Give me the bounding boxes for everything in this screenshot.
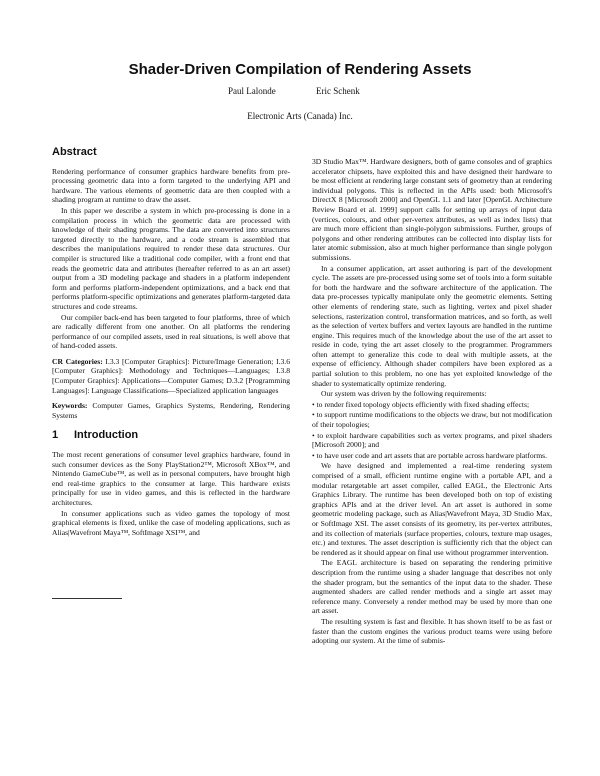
section-title: Introduction <box>74 429 139 442</box>
body-paragraph: 3D Studio Max™. Hardware designers, both of game consoles and of graphics accelerator chipsets, have exploited this and have designed their hardware to be most efficient at rendering large constant sets of geometry than at rendering individual polygons. This is reflected in the APIs used: both Microsoft's DirectX 8 [Microsoft 2000] and OpenGL 1.1 and later [OpenGL Architecture Review Board et al. 1999] support calls for setting up arrays of input data (vertices, colours, and other per-vertex attributes, as well as index lists) that are much more efficient than single-polygon submissions. Further, groups of polygons and other rendering attributes can be collected into display lists for later atomic submission, also at much higher performance than single polygon submissions. <box>312 157 552 262</box>
cr-categories <box>52 357 290 395</box>
intro-paragraph: In consumer applications such as video games the topology of most graphical elements is fixed, unlike the case of modeling applications, such as Alias|Wavefront Maya™, SoftImage XSI™, and <box>52 508 290 537</box>
paper-title: Shader-Driven Compilation of Rendering Assets <box>128 61 472 78</box>
body-paragraph: In a consumer application, art asset authoring is part of the development cycle. The assets are pre-processed using some set of tools into a form suitable for both the hardware and the software architecture of the application. The data pre-processes typically manipulate only the geometric elements. Setting other elements of rendering state, such as lighting, vertex and pixel shader selections, rasterization control, transformation matrices, and so forth, as well as the selection of vertex buffers and vertex layouts are handled in the runtime engine. This requires much of the knowledge about the use of the art asset to reside in code, tying the art asset closely to the programmer. Programmers often attempt to generalize this code to deal with multiple assets, at the expense of efficiency. Although shader compilers have been explored as a partial solution to this problem, no one has yet exploited knowledge of the shader to systematically optimize rendering. <box>312 263 552 388</box>
intro-heading <box>52 431 290 441</box>
affiliation: Electronic Arts (Canada) Inc. <box>247 111 353 121</box>
abstract-paragraph: Our compiler back-end has been targeted to four platforms, three of which are radically different from one another. On all platforms the rendering performance of our compiled assets, used in real situations, is well above that of hand-coded assets. <box>52 312 290 351</box>
abstract-heading: Abstract <box>52 146 97 158</box>
keywords-text: Computer Games, Graphics Systems, Rendering, Rendering Systems <box>52 401 290 420</box>
abstract-paragraph: Rendering performance of consumer graphics hardware benefits from pre-processing geometric data into a form targeted to the underlying API and hardware. The various elements of geometric data are then coupled with a shading program at runtime to draw the asset. <box>52 166 290 205</box>
body-paragraph: Our system was driven by the following requirements: <box>321 389 487 399</box>
body-paragraph: We have designed and implemented a real-time rendering system comprised of a small, efficient runtime engine with a portable API, and a modular retargetable art asset compiler, called EAGL, the Electronic Arts Graphics Library. The runtime has been developed both on top of existing graphics APIs and at the driver level. An art asset is authored in some geometric modeling package, such as Alias|Wavefront Maya, 3D Studio Max, or SoftImage XSI. The asset consists of its geometry, its per-vertex attributes, and its collection of materials (surface properties, colours, texture map usages, etc.) and textures. The asset description is sufficiently rich that the object can be rendered as it should appear on final use without programmer intervention. <box>312 461 552 557</box>
right-column <box>312 157 552 647</box>
abstract-paragraph: In this paper we describe a system in which pre-processing is done in a compilation process in which the geometric data are processed with knowledge of their shading programs. The data are converted into structures targeted directly to the hardware, and a code stream is assembled that describes the manipulations required to render these data structures. Our compiler is structured like a traditional code compiler, with a front end that reads the geometric data and attributes (hereafter referred to as an art asset) output from a 3D modeling package and shaders in a platform independent form and performs platform-independent optimizations, and a back end that performs platform-specific optimizations and generates platform-targeted data structures and code streams. <box>52 205 290 311</box>
body-paragraph: The resulting system is fast and flexible. It has shown itself to be as fast or faster than the custom engines the various product teams were using before adopting our system. At the time of submis- <box>312 616 552 646</box>
requirement-bullet: • to have user code and art assets that are portable across hardware platforms. <box>312 450 548 460</box>
intro-paragraph: The most recent generations of consumer level graphics hardware, found in such consumer devices as the Sony PlayStation2™, Microsoft XBox™, and Nintendo GameCube™, as well as in personal computers, have brought high end real-time graphics to the consumer at large. This hardware exists principally for use in video games, and this is reflected in the hardware architectures. <box>52 450 290 507</box>
requirement-bullet: • to render fixed topology objects efficiently with fixed shading effects; <box>312 399 530 409</box>
author-name: Eric Schenk <box>316 86 360 96</box>
keywords-label: Keywords: <box>52 401 88 411</box>
section-number: 1 <box>52 429 59 442</box>
requirement-bullet: • to exploit hardware capabilities such as vertex programs, and pixel shaders [Microsoft 2000]; and <box>312 430 552 450</box>
footnote-rule <box>52 598 122 599</box>
author-name: Paul Lalonde <box>228 86 276 96</box>
body-paragraph: The EAGL architecture is based on separating the rendering primitive description from the runtime using a shader language that describes not only the shader program, but the semantics of the input data to the shader. These augmented shaders are called render methods and a single art asset may reference many. Conversely a render method may be used by more than one art asset. <box>312 558 552 616</box>
requirement-bullet: • to support runtime modifications to the objects we draw, but not modification of their topologies; <box>312 410 552 430</box>
keywords <box>52 401 290 420</box>
cr-label: CR Categories: <box>52 356 103 366</box>
left-column <box>52 148 290 538</box>
cr-text: I.3.3 [Computer Graphics]: Picture/Image Generation; I.3.6 [Computer Graphics]: Methodology and Techniques—Languages; I.3.8 [Computer Graphics]: Applications—Computer Games; D.3.2 [Programming Languages]: Language Classifications—Specialized application languages <box>52 356 290 395</box>
